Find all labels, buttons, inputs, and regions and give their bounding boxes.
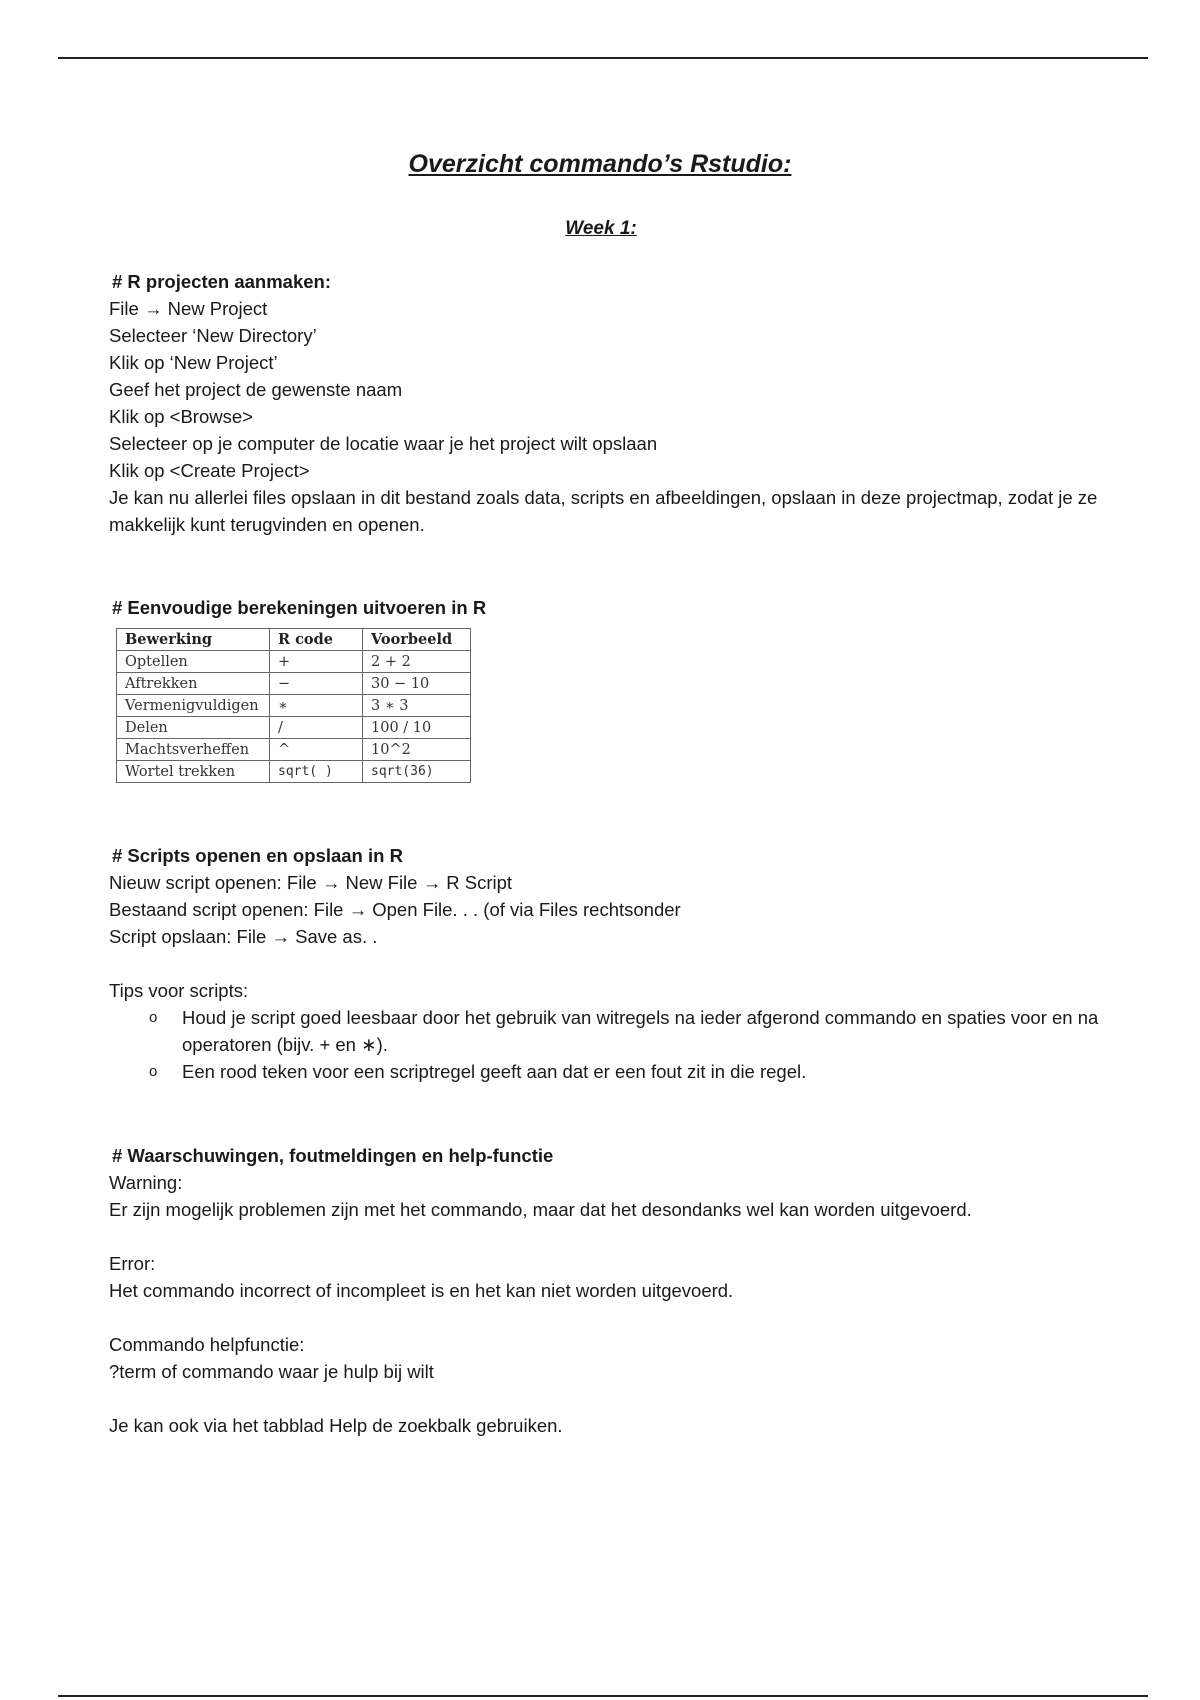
project-step: Klik op <Create Project> (109, 460, 310, 481)
project-step: Selecteer ‘New Directory’ (109, 325, 317, 346)
operations-table (116, 628, 471, 783)
table-cell: sqrt( ) (270, 761, 363, 783)
tip-text: Houd je script goed leesbaar door het gebruik van witregels na ieder afgerond commando en spaties voor en na operatoren (bijv. + en ∗). (182, 1007, 1099, 1055)
table-cell: 2 + 2 (363, 651, 471, 673)
table-cell: 3 ∗ 3 (363, 695, 471, 717)
table-row (117, 695, 471, 717)
project-step: File → New Project (109, 298, 268, 319)
table-row (117, 717, 471, 739)
table-cell: Delen (117, 717, 270, 739)
list-item (109, 1004, 1109, 1058)
table-cell: 30 − 10 (363, 673, 471, 695)
project-step: Klik op <Browse> (109, 406, 253, 427)
help-tab-text: Je kan ook via het tabblad Help de zoekbalk gebruiken. (109, 1415, 563, 1436)
bottom-rule (58, 1695, 1148, 1697)
script-instruction: Nieuw script openen: File → New File → R Script (109, 872, 513, 893)
section-projects (109, 268, 1119, 538)
table-cell: Vermenigvuldigen (117, 695, 270, 717)
table-cell: 100 / 10 (363, 717, 471, 739)
project-step: Geef het project de gewenste naam (109, 379, 403, 400)
table-header: R code (270, 629, 363, 651)
section-warnings (109, 1142, 972, 1439)
table-header: Bewerking (117, 629, 270, 651)
week-heading: Week 1: (565, 218, 637, 239)
tips-label: Tips voor scripts: (109, 980, 249, 1001)
section-heading-scripts: # Scripts openen en opslaan in R (112, 845, 403, 866)
warning-label: Warning: (109, 1172, 183, 1193)
table-cell: Optellen (117, 651, 270, 673)
top-rule (58, 57, 1148, 59)
section-heading-projects: # R projecten aanmaken: (112, 271, 331, 292)
table-cell: + (270, 651, 363, 673)
project-step: Selecteer op je computer de locatie waar je het project wilt opslaan (109, 433, 658, 454)
table-row (117, 739, 471, 761)
section-calculations (109, 594, 486, 621)
warning-text: Er zijn mogelijk problemen zijn met het commando, maar dat het desondanks wel kan worden uitgevoerd. (109, 1199, 972, 1220)
list-item (109, 1058, 1109, 1085)
error-text: Het commando incorrect of incompleet is en het kan niet worden uitgevoerd. (109, 1280, 734, 1301)
bullet-icon: o (149, 1009, 158, 1026)
table-cell: − (270, 673, 363, 695)
table-header-row (117, 629, 471, 651)
error-label: Error: (109, 1253, 156, 1274)
script-instruction: Bestaand script openen: File → Open File. . . (of via Files rechtsonder (109, 899, 681, 920)
section-heading-calculations: # Eenvoudige berekeningen uitvoeren in R (112, 597, 487, 618)
tip-text: Een rood teken voor een scriptregel geeft aan dat er een fout zit in die regel. (182, 1061, 807, 1082)
project-step: Klik op ‘New Project’ (109, 352, 278, 373)
table-cell: Aftrekken (117, 673, 270, 695)
table-row (117, 651, 471, 673)
table-cell: 10^2 (363, 739, 471, 761)
section-heading-warnings: # Waarschuwingen, foutmeldingen en help-functie (112, 1145, 554, 1166)
table-row (117, 673, 471, 695)
help-text: ?term of commando waar je hulp bij wilt (109, 1361, 434, 1382)
tips-list (109, 1004, 1109, 1085)
table-cell: Wortel trekken (117, 761, 270, 783)
document-title: Overzicht commando’s Rstudio: (408, 150, 792, 178)
script-instruction: Script opslaan: File → Save as. . (109, 926, 378, 947)
bullet-icon: o (149, 1063, 158, 1080)
table-header: Voorbeeld (363, 629, 471, 651)
project-description: Je kan nu allerlei files opslaan in dit bestand zoals data, scripts en afbeeldingen, opslaan in deze projectmap, zodat je ze makkelijk kunt terugvinden en openen. (109, 487, 1098, 535)
table-cell: Machtsverheffen (117, 739, 270, 761)
table-cell: ∗ (270, 695, 363, 717)
help-label: Commando helpfunctie: (109, 1334, 305, 1355)
table-cell: / (270, 717, 363, 739)
section-scripts (109, 842, 1109, 1085)
table-row (117, 761, 471, 783)
table-cell: ^ (270, 739, 363, 761)
table-cell: sqrt(36) (363, 761, 471, 783)
